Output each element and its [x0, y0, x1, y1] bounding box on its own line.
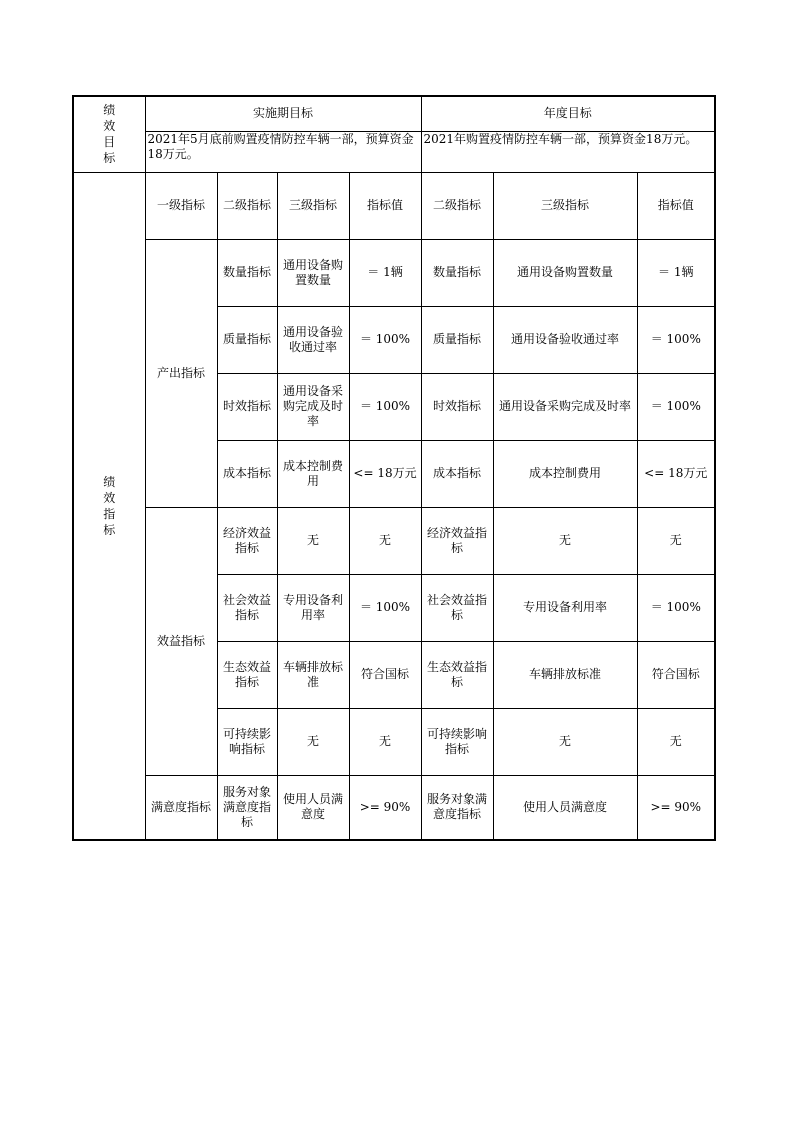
value-annual-cell: <= 18万元	[637, 440, 715, 507]
implementation-goal-text: 2021年5月底前购置疫情防控车辆一部，预算资金18万元。	[145, 131, 421, 172]
level3-annual-cell: 使用人员满意度	[493, 775, 637, 840]
level3-annual-cell: 成本控制费用	[493, 440, 637, 507]
value-cell: ＝ 100%	[349, 373, 421, 440]
level3-cell: 通用设备购置数量	[277, 239, 349, 306]
performance-table	[72, 95, 716, 841]
value-annual-cell: 符合国标	[637, 641, 715, 708]
value-cell: ＝ 100%	[349, 574, 421, 641]
value-annual-cell: ＝ 100%	[637, 306, 715, 373]
value-cell: 无	[349, 708, 421, 775]
level2-annual-cell: 可持续影响指标	[421, 708, 493, 775]
level3-annual-cell: 无	[493, 507, 637, 574]
level3-cell: 通用设备采购完成及时率	[277, 373, 349, 440]
level2-annual-cell: 社会效益指标	[421, 574, 493, 641]
level2-annual-cell: 质量指标	[421, 306, 493, 373]
level3-annual-cell: 通用设备验收通过率	[493, 306, 637, 373]
table-row	[73, 775, 715, 840]
group-output: 产出指标	[145, 239, 217, 507]
header-level3: 三级指标	[277, 172, 349, 239]
level3-cell: 车辆排放标准	[277, 641, 349, 708]
level3-cell: 专用设备利用率	[277, 574, 349, 641]
level2-cell: 质量指标	[217, 306, 277, 373]
indicators-label: 绩 效 指 标	[73, 172, 145, 840]
header-level2-annual: 二级指标	[421, 172, 493, 239]
value-annual-cell: 无	[637, 708, 715, 775]
value-annual-cell: ＝ 1辆	[637, 239, 715, 306]
value-cell: 无	[349, 507, 421, 574]
level2-annual-cell: 经济效益指标	[421, 507, 493, 574]
header-level3-annual: 三级指标	[493, 172, 637, 239]
level2-cell: 社会效益指标	[217, 574, 277, 641]
group-satisfaction: 满意度指标	[145, 775, 217, 840]
annual-goal-header: 年度目标	[421, 96, 715, 131]
implementation-goal-header: 实施期目标	[145, 96, 421, 131]
level3-annual-cell: 车辆排放标准	[493, 641, 637, 708]
level2-cell: 可持续影响指标	[217, 708, 277, 775]
table-row	[73, 239, 715, 306]
level2-cell: 经济效益指标	[217, 507, 277, 574]
value-cell: ＝ 1辆	[349, 239, 421, 306]
level2-cell: 生态效益指标	[217, 641, 277, 708]
table-row	[73, 507, 715, 574]
level2-annual-cell: 服务对象满意度指标	[421, 775, 493, 840]
level3-annual-cell: 通用设备购置数量	[493, 239, 637, 306]
header-value-annual: 指标值	[637, 172, 715, 239]
level3-cell: 使用人员满意度	[277, 775, 349, 840]
level3-annual-cell: 专用设备利用率	[493, 574, 637, 641]
level2-cell: 服务对象满意度指标	[217, 775, 277, 840]
level2-annual-cell: 时效指标	[421, 373, 493, 440]
value-annual-cell: >= 90%	[637, 775, 715, 840]
level2-annual-cell: 生态效益指标	[421, 641, 493, 708]
level2-cell: 时效指标	[217, 373, 277, 440]
level3-annual-cell: 无	[493, 708, 637, 775]
header-level1: 一级指标	[145, 172, 217, 239]
value-annual-cell: 无	[637, 507, 715, 574]
value-cell: 符合国标	[349, 641, 421, 708]
value-annual-cell: ＝ 100%	[637, 574, 715, 641]
level3-annual-cell: 通用设备采购完成及时率	[493, 373, 637, 440]
group-benefit: 效益指标	[145, 507, 217, 775]
goals-label: 绩 效 目 标	[73, 96, 145, 172]
level2-annual-cell: 数量指标	[421, 239, 493, 306]
level2-cell: 数量指标	[217, 239, 277, 306]
level3-cell: 成本控制费用	[277, 440, 349, 507]
value-cell: ＝ 100%	[349, 306, 421, 373]
level2-annual-cell: 成本指标	[421, 440, 493, 507]
value-cell: >= 90%	[349, 775, 421, 840]
annual-goal-text: 2021年购置疫情防控车辆一部，预算资金18万元。	[421, 131, 715, 172]
level3-cell: 通用设备验收通过率	[277, 306, 349, 373]
value-cell: <= 18万元	[349, 440, 421, 507]
header-level2: 二级指标	[217, 172, 277, 239]
value-annual-cell: ＝ 100%	[637, 373, 715, 440]
level3-cell: 无	[277, 507, 349, 574]
header-value: 指标值	[349, 172, 421, 239]
level2-cell: 成本指标	[217, 440, 277, 507]
level3-cell: 无	[277, 708, 349, 775]
